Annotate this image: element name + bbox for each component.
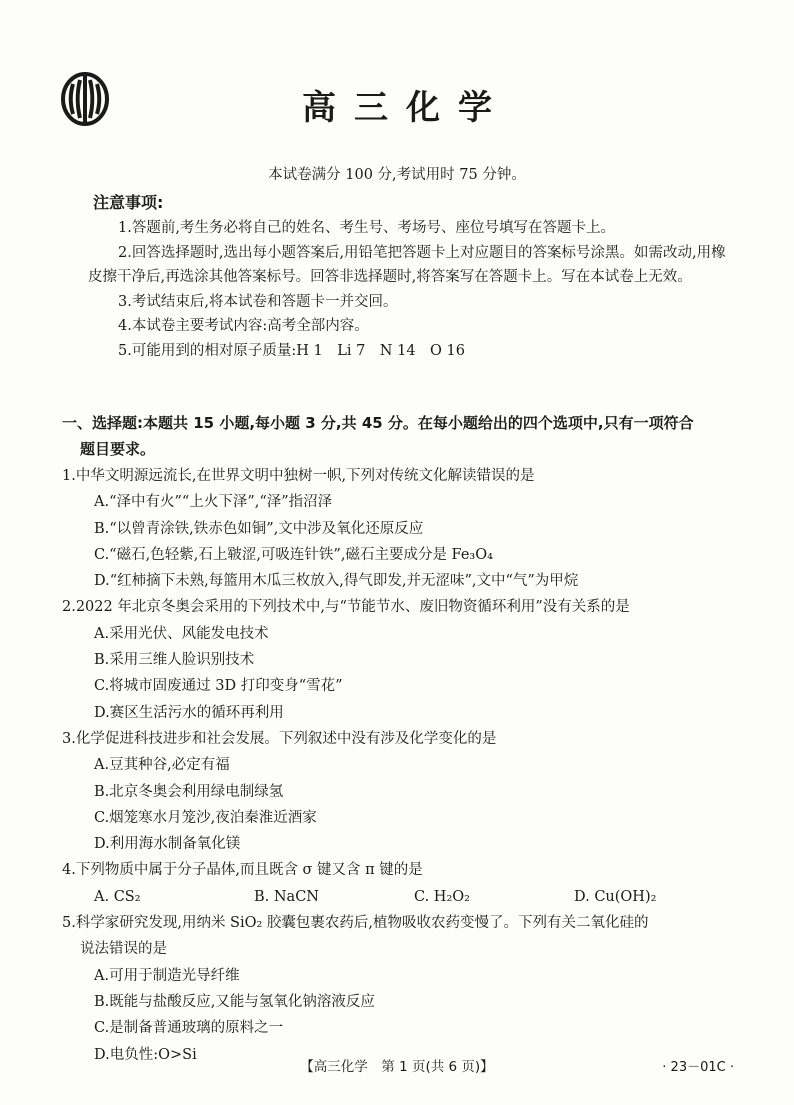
question-4-option-a: A. CS₂ xyxy=(94,888,141,905)
exam-info: 本试卷满分 100 分,考试用时 75 分钟。 xyxy=(268,167,526,183)
question-3-option-c: C.烟笼寒水月笼沙,夜泊秦淮近酒家 xyxy=(94,809,317,826)
question-2-stem: 2.2022 年北京冬奥会采用的下列技术中,与“节能节水、废旧物资循环利用”没有关系的是 xyxy=(62,599,630,616)
question-5-option-b: B.既能与盐酸反应,又能与氢氧化钠溶液反应 xyxy=(94,993,375,1010)
notice-item: 2.回答选择题时,选出每小题答案后,用铅笔把答题卡上对应题目的答案标号涂黑。如需改动,用橡皮擦干净后,再选涂其他答案标号。回答非选择题时,将答案写在答题卡上。写在本试卷上无效。 xyxy=(88,244,726,286)
question-5-stem-cont: 说法错误的是 xyxy=(80,941,167,958)
question-4-options xyxy=(62,884,734,910)
question-3-option-d: D.利用海水制备氧化镁 xyxy=(94,836,241,853)
notice-item: 5.可能用到的相对原子质量:H 1 Li 7 N 14 O 16 xyxy=(118,342,465,359)
page-title: 高三化学 xyxy=(302,88,510,128)
section-heading xyxy=(62,410,732,462)
question-4-stem: 4.下列物质中属于分子晶体,而且既含 σ 键又含 π 键的是 xyxy=(62,862,423,879)
question-1-stem: 1.中华文明源远流长,在世界文明中独树一帜,下列对传统文化解读错误的是 xyxy=(62,468,535,484)
question-5-option-d: D.电负性:O>Si xyxy=(94,1046,197,1063)
exam-code: · 23－01C · xyxy=(662,1060,734,1075)
question-1-option-c: C.“磁石,色轻紫,石上皲涩,可吸连针铁”,磁石主要成分是 Fe₃O₄ xyxy=(94,546,493,563)
notice-item: 1.答题前,考生务必将自己的姓名、考生号、考场号、座位号填写在答题卡上。 xyxy=(118,220,615,236)
question-5-stem: 5.科学家研究发现,用纳米 SiO₂ 胶囊包裹农药后,植物吸收农药变慢了。下列有关二氧化硅的 xyxy=(62,915,649,932)
question-2-option-d: D.赛区生活污水的循环再利用 xyxy=(94,704,284,721)
question-4-option-d: D. Cu(OH)₂ xyxy=(574,888,657,905)
notice-item: 4.本试卷主要考试内容:高考全部内容。 xyxy=(118,318,369,335)
section-heading-line2: 题目要求。 xyxy=(80,440,156,458)
question-1-option-b: B.“以曾青涂铁,铁赤色如铜”,文中涉及氧化还原反应 xyxy=(94,520,424,537)
question-3-stem: 3.化学促进科技进步和社会发展。下列叙述中没有涉及化学变化的是 xyxy=(62,730,497,747)
notice-heading: 注意事项: xyxy=(93,193,164,212)
question-1-option-a: A.“泽中有火”“上火下泽”,“泽”指沼泽 xyxy=(94,494,333,511)
question-list xyxy=(62,463,734,1068)
question-4-option-c: C. H₂O₂ xyxy=(414,888,470,905)
question-5-option-c: C.是制备普通玻璃的原料之一 xyxy=(94,1020,284,1037)
question-1-option-d: D.“红柿摘下未熟,每篮用木瓜三枚放入,得气即发,并无涩味”,文中“气”为甲烷 xyxy=(94,573,579,590)
question-2-option-b: B.采用三维人脸识别技术 xyxy=(94,652,255,669)
question-3-option-b: B.北京冬奥会利用绿电制绿氢 xyxy=(94,783,284,800)
question-2-option-c: C.将城市固废通过 3D 打印变身“雪花” xyxy=(94,678,343,695)
page-footer: 【高三化学 第 1 页(共 6 页)】 xyxy=(300,1059,494,1075)
notice-list xyxy=(88,216,728,364)
notice-item: 3.考试结束后,将本试卷和答题卡一并交回。 xyxy=(118,293,398,310)
question-3-option-a: A.豆萁种谷,必定有福 xyxy=(94,757,230,774)
question-2-option-a: A.采用光伏、风能发电技术 xyxy=(94,625,269,642)
section-heading-line1: 一、选择题:本题共 15 小题,每小题 3 分,共 45 分。在每小题给出的四个选项中,只有一项符合 xyxy=(62,414,694,432)
question-4-option-b: B. NaCN xyxy=(254,888,319,905)
question-5-option-a: A.可用于制造光导纤维 xyxy=(94,967,240,984)
